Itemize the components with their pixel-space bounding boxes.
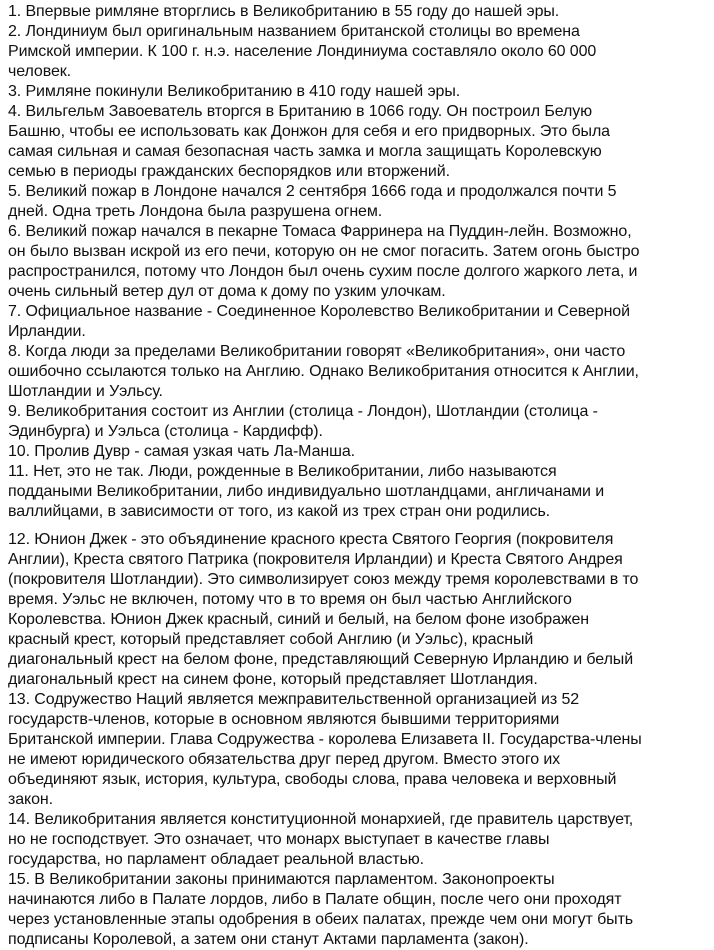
facts-block-1 — [8, 2, 714, 522]
fact-line: начинаются либо в Палате лордов, либо в Палате общин, после чего они проходят — [8, 891, 622, 908]
fact-line: 6. Великий пожар начался в пекарне Томаса Фарринера на Пуддин-лейн. Возможно, — [8, 223, 632, 240]
fact-line: 14. Великобритания является конституционной монархией, где правитель царствует, — [8, 811, 634, 828]
fact-line: 2. Лондиниум был оригинальным названием британской столицы во времена — [8, 23, 580, 40]
fact-line: Ирландии. — [8, 323, 86, 340]
fact-item — [8, 222, 714, 302]
fact-line: подписаны Королевой, а затем они станут Актами парламента (закон). — [8, 931, 529, 948]
facts-block-2 — [8, 530, 714, 950]
fact-item — [8, 402, 714, 442]
fact-line: не имеют юридического обязательства друг перед другом. Вместо этого их — [8, 751, 561, 768]
fact-line: семью в периоды гражданских беспорядков или вторжений. — [8, 163, 450, 180]
fact-item — [8, 82, 714, 102]
fact-line: 10. Пролив Дувр - самая узкая чать Ла-Манша. — [8, 443, 355, 460]
fact-line: государства, но парламент обладает реальной властью. — [8, 851, 424, 868]
fact-line: но не господствует. Это означает, что монарх выступает в качестве главы — [8, 831, 550, 848]
fact-line: объединяют язык, история, культура, свободы слова, права человека и верховный — [8, 771, 617, 788]
fact-line: он было вызван искрой из его печи, которую он не смог погасить. Затем огонь быстро — [8, 243, 640, 260]
fact-line: 7. Официальное название - Соединенное Королевство Великобритании и Северной — [8, 303, 630, 320]
fact-line: через установленные этапы одобрения в обеих палатах, прежде чем они могут быть — [8, 911, 634, 928]
fact-item — [8, 342, 714, 402]
fact-line: валлийцами, в зависимости от того, из какой из трех стран они родились. — [8, 503, 551, 520]
fact-line: 11. Нет, это не так. Люди, рожденные в Великобритании, либо называются — [8, 463, 557, 480]
fact-item — [8, 530, 714, 690]
fact-line: очень сильный ветер дул от дома к дому по узким улочкам. — [8, 283, 446, 300]
fact-item — [8, 2, 714, 22]
fact-line: закон. — [8, 791, 53, 808]
fact-line: Британской империи. Глава Содружества - королева Елизавета II. Государства-члены — [8, 731, 642, 748]
fact-line: 4. Вильгельм Завоеватель вторгся в Британию в 1066 году. Он построил Белую — [8, 103, 593, 120]
fact-line: Шотландии и Уэльсу. — [8, 383, 163, 400]
fact-line: (покровителя Шотландии). Это символизирует союз между тремя королевствами в то — [8, 571, 639, 588]
fact-line: диагональный крест на белом фоне, представляющий Северную Ирландию и белый — [8, 651, 634, 668]
fact-item — [8, 302, 714, 342]
fact-line: Англии), Креста святого Патрика (покровителя Ирландии) и Креста Святого Андрея — [8, 551, 623, 568]
fact-item — [8, 870, 714, 950]
fact-line: время. Уэльс не включен, потому что в то время он был частью Английского — [8, 591, 572, 608]
fact-line: 15. В Великобритании законы принимаются парламентом. Законопроекты — [8, 871, 555, 888]
fact-line: Римской империи. К 100 г. н.э. население Лондиниума составляло около 60 000 — [8, 43, 597, 60]
fact-line: человек. — [8, 63, 71, 80]
fact-item — [8, 690, 714, 810]
fact-line: поддаными Великобритании, либо индивидуально шотландцами, англичанами и — [8, 483, 605, 500]
fact-line: Башню, чтобы ее использовать как Донжон для себя и его придворных. Это была — [8, 123, 610, 140]
fact-item — [8, 102, 714, 182]
fact-line: государств-членов, которые в основном являются бывшими территориями — [8, 711, 560, 728]
fact-item — [8, 442, 714, 462]
fact-line: ошибочно ссылаются только на Англию. Однако Великобритания относится к Англии, — [8, 363, 639, 380]
fact-line: 8. Когда люди за пределами Великобритании говорят «Великобритания», они часто — [8, 343, 626, 360]
fact-line: дней. Одна треть Лондона была разрушена огнем. — [8, 203, 383, 220]
fact-line: 13. Содружество Наций является межправительственной организацией из 52 — [8, 691, 580, 708]
fact-line: самая сильная и самая безопасная часть замка и могла защищать Королевскую — [8, 143, 602, 160]
fact-line: Королевства. Юнион Джек красный, синий и белый, на белом фоне изображен — [8, 611, 590, 628]
fact-item — [8, 182, 714, 222]
fact-line: красный крест, который представляет собой Англию (и Уэльс), красный — [8, 631, 534, 648]
fact-line: диагональный крест на синем фоне, который представляет Шотландия. — [8, 671, 538, 688]
fact-line: 12. Юнион Джек - это объядинение красного креста Святого Георгия (покровителя — [8, 531, 614, 548]
fact-item — [8, 462, 714, 522]
fact-line: распространился, потому что Лондон был очень сухим после долгого жаркого лета, и — [8, 263, 638, 280]
fact-line: 5. Великий пожар в Лондоне начался 2 сентября 1666 года и продолжался почти 5 — [8, 183, 617, 200]
fact-line: 9. Великобритания состоит из Англии (столица - Лондон), Шотландии (столица - — [8, 403, 598, 420]
fact-item — [8, 810, 714, 870]
fact-line: Эдинбурга) и Уэльса (столица - Кардифф). — [8, 423, 323, 440]
fact-line: 1. Впервые римляне вторглись в Великобританию в 55 году до нашей эры. — [8, 3, 560, 20]
fact-line: 3. Римляне покинули Великобританию в 410 году нашей эры. — [8, 83, 461, 100]
fact-item — [8, 22, 714, 82]
